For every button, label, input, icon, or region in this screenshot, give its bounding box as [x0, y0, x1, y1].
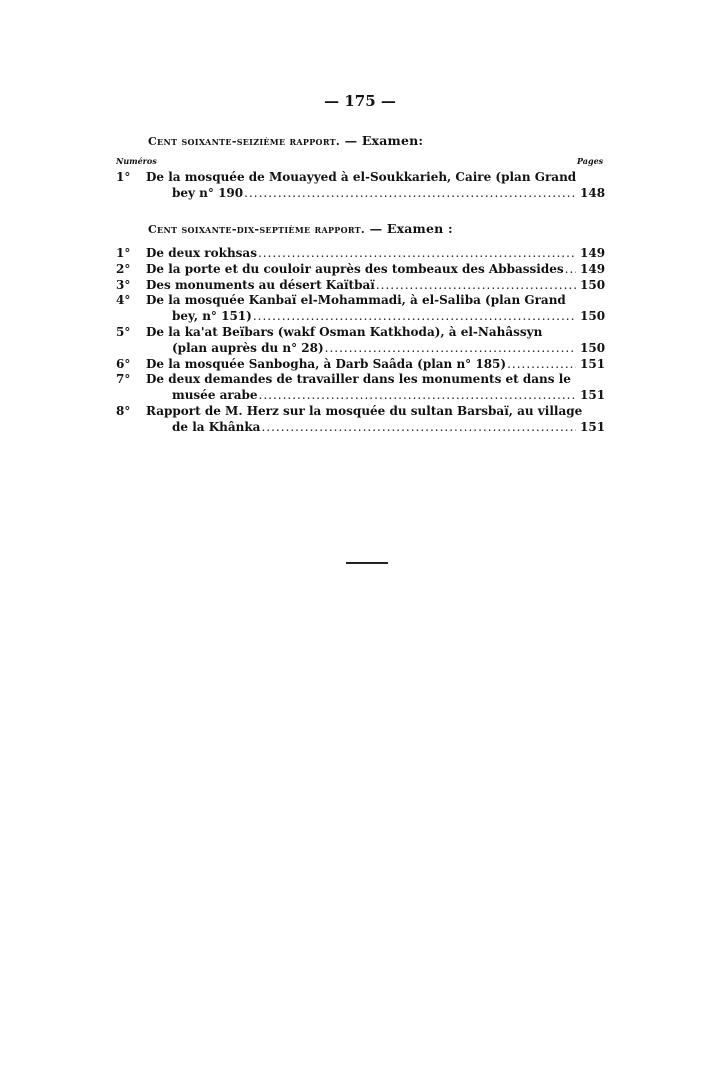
entry-text: De deux demandes de travailler dans les monuments et dans le [146, 372, 571, 387]
entry-text: De la mosquée de Mouayyed à el-Soukkarieh, Caire (plan Grand [146, 170, 577, 184]
entry-text-continued: musée arabe [172, 388, 258, 403]
section-177-entries [116, 246, 606, 436]
list-item [116, 261, 606, 278]
column-header-pages: Pages [577, 156, 604, 166]
entry-text: De la porte et du couloir auprès des tombeaux des Abbassides [146, 261, 564, 276]
leader-dots [244, 186, 576, 202]
leader-dots [507, 357, 576, 373]
entry-page: 151 [580, 419, 606, 434]
entry-text: De deux rokhsas [146, 246, 257, 260]
entry-page: 150 [580, 277, 606, 292]
section-title-177-label: Cent soixante-dix-septième rapport. [148, 223, 366, 236]
leader-dots [253, 309, 576, 325]
section-title-177 [148, 221, 453, 236]
section-176-entries [116, 170, 606, 202]
entry-number: 5° [116, 324, 131, 339]
leader-dots [258, 246, 576, 262]
column-header-numeros: Numéros [116, 156, 157, 166]
entry-page: 149 [580, 246, 606, 260]
entry-page: 148 [580, 185, 606, 200]
list-item [116, 324, 606, 357]
list-item [116, 246, 606, 262]
list-item [116, 293, 606, 325]
entry-page: 150 [580, 340, 606, 355]
list-item [116, 372, 606, 404]
entry-number: 1° [116, 246, 131, 260]
entry-page: 149 [580, 261, 606, 276]
entry-number: 8° [116, 403, 131, 418]
entry-text-continued: bey n° 190 [172, 185, 244, 200]
entry-number: 1° [116, 170, 131, 184]
closing-rule [346, 562, 388, 564]
list-item [116, 277, 606, 294]
entry-text-continued: bey, n° 151) [172, 309, 252, 324]
entry-text-continued: de la Khânka [172, 419, 261, 434]
leader-dots [565, 262, 576, 278]
entry-text: De la mosquée Sanbogha, à Darb Saâda (plan n° 185) [146, 356, 507, 371]
entry-number: 6° [116, 356, 131, 371]
section-title-177-examen: — Examen : [365, 221, 453, 236]
list-item [116, 356, 606, 373]
entry-page: 150 [580, 309, 606, 324]
leader-dots [376, 278, 576, 294]
leader-dots [261, 420, 576, 436]
entry-number: 2° [116, 261, 131, 276]
section-title-176 [148, 133, 423, 148]
page-number: — 175 — [324, 92, 396, 110]
section-title-176-examen: — Examen: [340, 133, 424, 148]
list-item [116, 403, 606, 436]
entry-number: 4° [116, 293, 131, 308]
entry-text: De la ka'at Beïbars (wakf Osman Katkhoda), à el-Nahâssyn [146, 324, 543, 339]
leader-dots [325, 341, 576, 357]
entry-number: 3° [116, 277, 131, 292]
list-item [116, 170, 606, 202]
entry-number: 7° [116, 372, 131, 387]
section-title-176-label: Cent soixante-seizième rapport. [148, 135, 341, 148]
entry-text: Des monuments au désert Kaïtbaï [146, 277, 375, 292]
entry-page: 151 [580, 388, 606, 403]
entry-text-continued: (plan auprès du n° 28) [172, 340, 324, 355]
entry-text: Rapport de M. Herz sur la mosquée du sultan Barsbaï, au village [146, 403, 583, 418]
leader-dots [259, 388, 576, 404]
entry-page: 151 [580, 356, 606, 371]
entry-text: De la mosquée Kanbaï el-Mohammadi, à el-Saliba (plan Grand [146, 293, 566, 308]
